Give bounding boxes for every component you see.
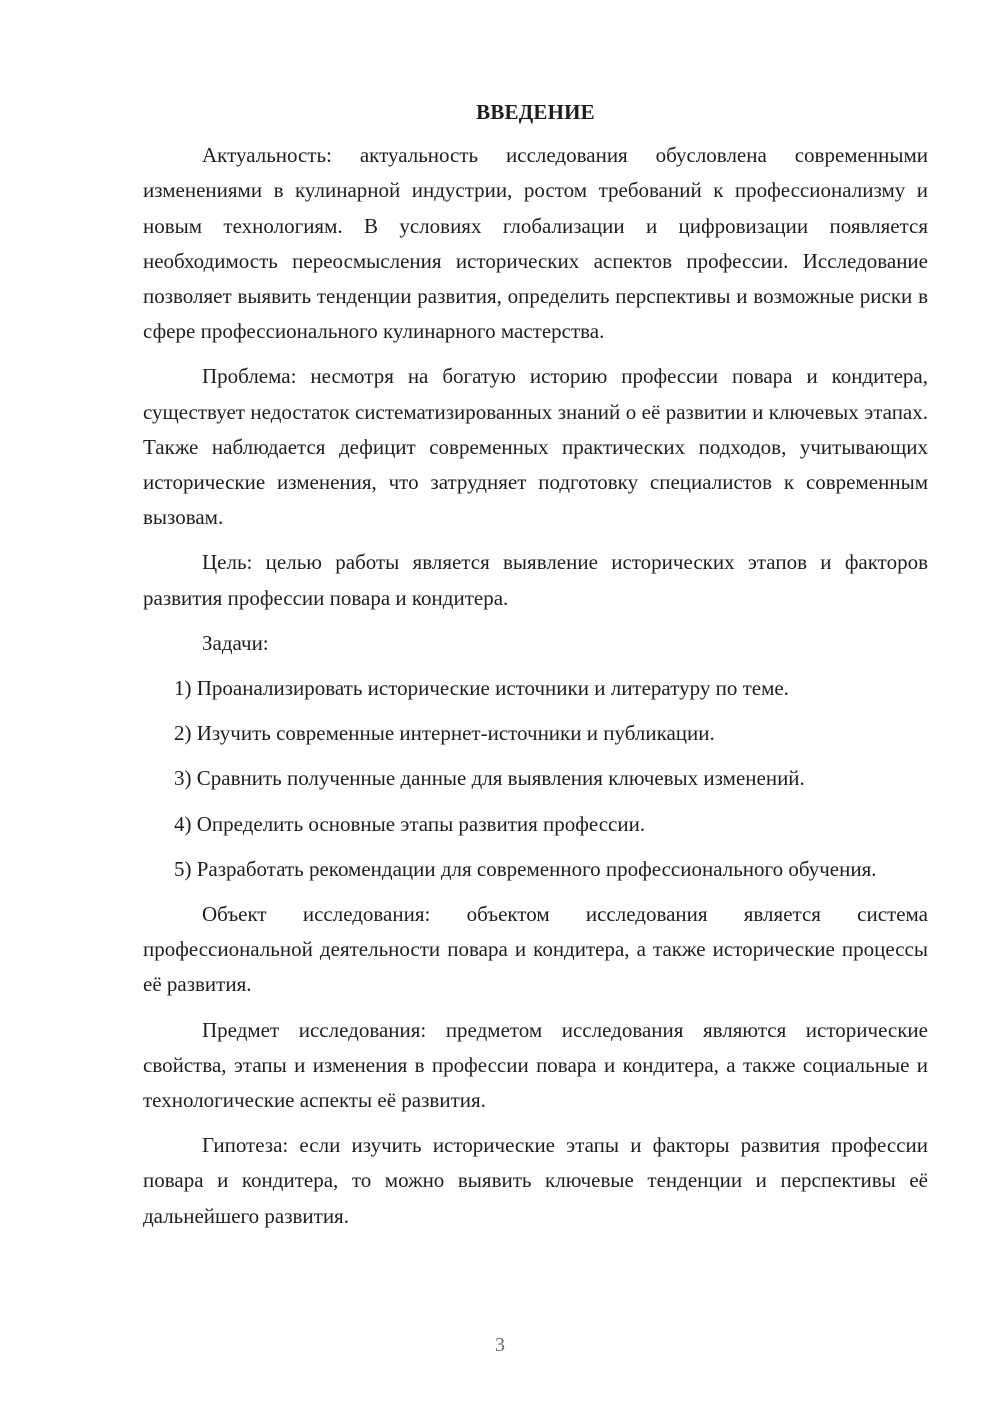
paragraph-problem: Проблема: несмотря на богатую историю профессии повара и кондитера, существует недостаток систематизированных знаний о её развитии и ключевых этапах. Также наблюдается дефицит современных практических подходов, учитывающих исторические изменения, что затрудняет подготовку специалистов к современным вызовам. [143, 364, 928, 530]
list-item: 3) Сравнить полученные данные для выявления ключевых изменений. [174, 766, 805, 791]
document-title: ВВЕДЕНИЕ [476, 100, 595, 124]
paragraph-relevance: Актуальность: актуальность исследования обусловлена современными изменениями в кулинарной индустрии, ростом требований к профессионализму и новым технологиям. В условиях глобализации и цифровизации появляется необходимость переосмысления исторических аспектов профессии. Исследование позволяет выявить тенденции развития, определить перспективы и возможные риски в сфере профессионального кулинарного мастерства. [143, 143, 928, 344]
list-item: 4) Определить основные этапы развития профессии. [174, 811, 646, 836]
paragraph-goal: Цель: целью работы является выявление исторических этапов и факторов развития профессии повара и кондитера. [143, 550, 928, 610]
tasks-heading: Задачи: [202, 630, 269, 655]
list-item: 2) Изучить современные интернет-источники и публикации. [174, 721, 715, 746]
document-page [143, 95, 928, 1244]
list-item: 1) Проанализировать исторические источники и литературу по теме. [174, 676, 789, 701]
paragraph-subject: Предмет исследования: предметом исследования являются исторические свойства, этапы и изменения в профессии повара и кондитера, а также социальные и технологические аспекты её развития. [143, 1017, 928, 1113]
paragraph-object: Объект исследования: объектом исследования является система профессиональной деятельности повара и кондитера, а также исторические процессы её развития. [143, 902, 928, 997]
list-item: 5) Разработать рекомендации для современного профессионального обучения. [174, 856, 877, 881]
page-number: 3 [495, 1334, 505, 1356]
paragraph-hypothesis: Гипотеза: если изучить исторические этапы и факторы развития профессии повара и кондитера, то можно выявить ключевые тенденции и перспективы её дальнейшего развития. [143, 1133, 928, 1228]
tasks-list [143, 671, 928, 887]
